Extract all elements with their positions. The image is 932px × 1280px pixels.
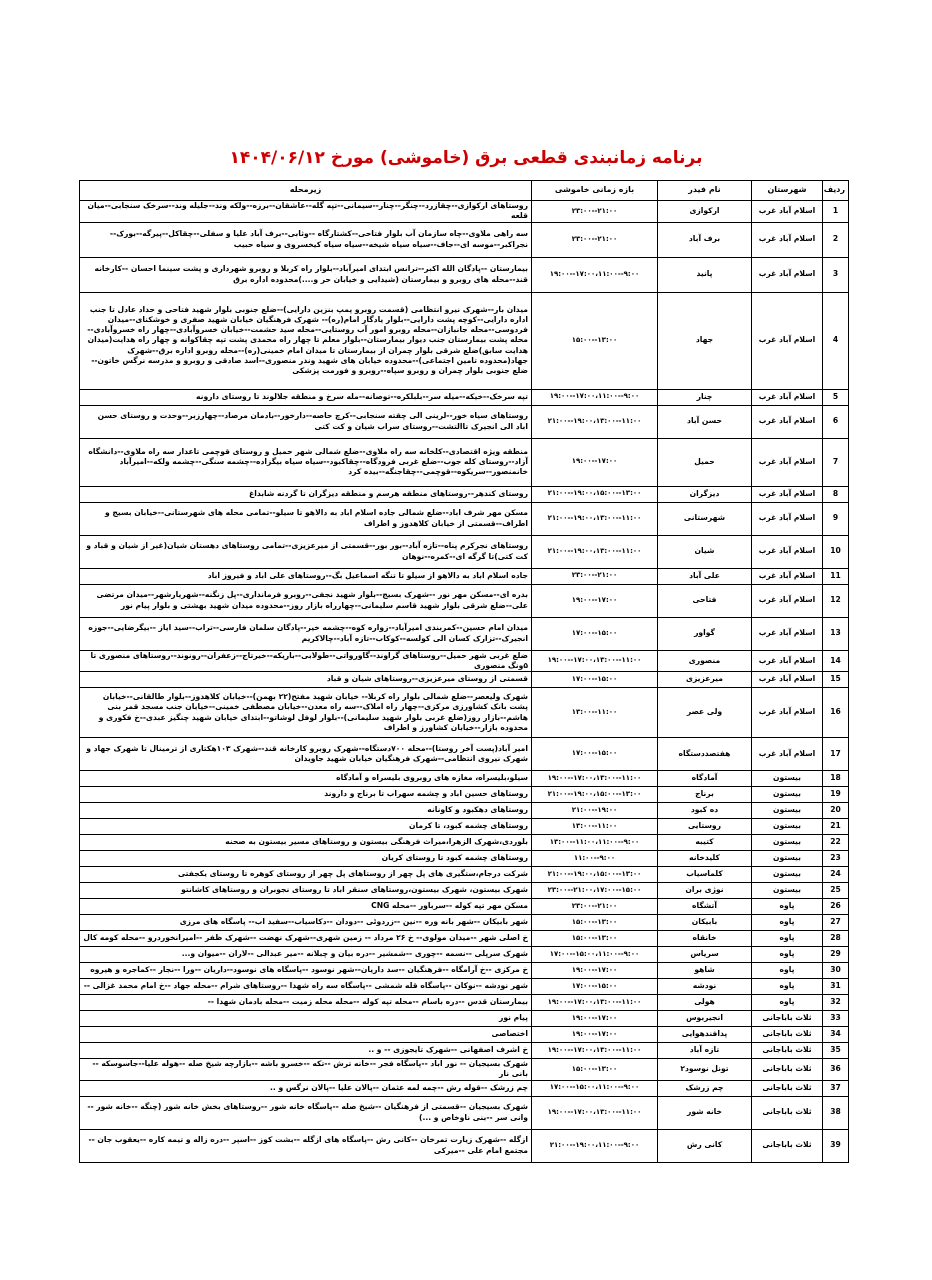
row-city: ثلاث باباجانی: [752, 1080, 823, 1096]
row-city: اسلام آباد غرب: [752, 535, 823, 568]
row-feeder: چم زرشک: [658, 1080, 752, 1096]
row-subarea: شهر بابیکان --شهر بانه وره --نین --زردوئی --دودان --دکاسیاب--سفید اب-- پاسگاه های مرزی: [80, 915, 532, 931]
row-index: 33: [823, 1011, 849, 1027]
row-subarea: روستاهای سیاه خور--لرینی الی چقته سنجابی--کرچ حاصه--دارخور--بادمان مرصاد--چهارزبر--وحدت و روستای حسن اباد الی انجیرک تاالتشت--روستای سراب شیان و کت کتی: [80, 405, 532, 438]
row-outage-time: ۱۷:۰۰--۱۵:۰۰: [532, 672, 658, 688]
row-city: بیستون: [752, 819, 823, 835]
table-row: [80, 819, 849, 835]
row-index: 4: [823, 292, 849, 389]
row-city: اسلام آباد غرب: [752, 292, 823, 389]
row-index: 29: [823, 947, 849, 963]
row-outage-time: ۱۷:۰۰--۱۵:۰۰: [532, 738, 658, 771]
row-outage-time: ۱۹:۰۰--۱۷:۰۰،۱۳:۰۰--۱۱:۰۰: [532, 995, 658, 1011]
row-city: بیستون: [752, 771, 823, 787]
row-outage-time: ۲۱:۰۰--۱۹:۰۰: [532, 803, 658, 819]
row-outage-time: ۱۷:۰۰--۱۵:۰۰: [532, 617, 658, 650]
row-feeder: آتشگاه: [658, 899, 752, 915]
row-outage-time: ۱۹:۰۰--۱۷:۰۰،۱۳:۰۰--۱۱:۰۰: [532, 650, 658, 672]
row-outage-time: ۱۹:۰۰--۱۷:۰۰: [532, 584, 658, 617]
table-row: [80, 883, 849, 899]
table-row: [80, 947, 849, 963]
row-subarea: اختصاصی: [80, 1027, 532, 1043]
row-feeder: ولی عصر: [658, 688, 752, 738]
table-row: [80, 867, 849, 883]
row-subarea: چم زرشک --قوله رش --چمه لمه عثمان --پالان علیا --پالان نرگس و ..: [80, 1080, 532, 1096]
row-subarea: تپه سرخک--خیکه--میله سر--بلبلکره--توصانه--مله سرخ و منطقه جلالوند تا روستای دارونه: [80, 389, 532, 405]
row-subarea: ازگله --شهرک زیارت تمرخان --کانی رش --پاسگاه های ازگله --بشت کوز --اسپر --دره زاله و تیمه کاره --یعقوب جان --مجتمع امام علی --میرکی: [80, 1129, 532, 1162]
row-outage-time: ۱۷:۰۰--۱۵:۰۰،۱۱:۰۰--۹:۰۰: [532, 1080, 658, 1096]
row-feeder: هولی: [658, 995, 752, 1011]
row-outage-time: ۱۹:۰۰--۱۷:۰۰،۱۱:۰۰--۹:۰۰: [532, 257, 658, 292]
row-feeder: چنار: [658, 389, 752, 405]
table-row: [80, 1059, 849, 1081]
row-subarea: جاده اسلام اباد به دالاهو از سیلو تا تنگه اسماعیل بگ--روستاهای علی اباد و فیروز اباد: [80, 568, 532, 584]
row-outage-time: ۱۱:۰۰--۹:۰۰: [532, 851, 658, 867]
row-outage-time: ۱۹:۰۰--۱۷:۰۰: [532, 963, 658, 979]
row-subarea: سیلو،بلیسراه، مغازه های روبروی بلیسراه و آمادگاه: [80, 771, 532, 787]
table-row: [80, 899, 849, 915]
row-subarea: میدان بار--شهرک نیرو انتظامی (قسمت روبرو پمپ بنزین دارایی)--ضلع جنوبی بلوار شهید فتاحی و حداد عادل تا جنب اداره دارایی--کوچه پشت دارایی--بلوار یادگار امام(ره)-- شهرک فرهنگیان خیابان شهید صفری و خوشکنای--میدان فردوسی--محله جانبازان--محله روبرو امور آب روستایی--محله سید حشمت--خیابان خسروآبادی--چهار راه خسروآبادی--محله پشت بیمارستان جنب دیوار بیمارستان--بلوار معلم تا چهار راه محمدی پشت تپه چقاکوانه و چهار راه هدایت(میدان هدایت سابق)ضلع شرقی بلوار چمران از بیمارستان تا میدان امام خمینی(ره)--محله روبرو اداره برق--شهرک جهاد(محدوده تامین اجتماعی)--محدوده خیابان های شهید وندر منصوری--اسد صادقی و روبرو و مدرسه نرگس خاتون--ضلع جنوبی بلوار چمران و روبرو سپاه--روبرو و فورمت پزشکی: [80, 292, 532, 389]
row-feeder: پانید: [658, 257, 752, 292]
row-feeder: ارکوازی: [658, 201, 752, 223]
table-row: [80, 672, 849, 688]
row-outage-time: ۲۱:۰۰--۱۹:۰۰،۱۵:۰۰--۱۳:۰۰: [532, 787, 658, 803]
row-city: اسلام آباد غرب: [752, 201, 823, 223]
table-row: [80, 405, 849, 438]
row-feeder: بابیکان: [658, 915, 752, 931]
row-subarea: شهرک بسیجیان -- نور اباد --پاسگاه فجر --خانه ترش --تکه --خسرو باشه --بازارچه شیخ صله --هوله علیا--جاسوسکه --بانی نار: [80, 1059, 532, 1081]
row-index: 16: [823, 688, 849, 738]
row-outage-time: ۲۳:۰۰--۲۱:۰۰: [532, 568, 658, 584]
row-feeder: کلماسیاب: [658, 867, 752, 883]
row-outage-time: ۱۵:۰۰--۱۳:۰۰: [532, 931, 658, 947]
row-feeder: دیزگران: [658, 486, 752, 502]
row-outage-time: ۲۱:۰۰--۱۹:۰۰،۱۳:۰۰--۱۱:۰۰: [532, 502, 658, 535]
row-feeder: نوژی بران: [658, 883, 752, 899]
row-index: 13: [823, 617, 849, 650]
table-row: [80, 535, 849, 568]
row-index: 9: [823, 502, 849, 535]
table-row: [80, 617, 849, 650]
table-row: [80, 650, 849, 672]
row-city: پاوه: [752, 995, 823, 1011]
table-row: [80, 1011, 849, 1027]
row-feeder: کتیبه: [658, 835, 752, 851]
row-subarea: منطقه ویژه اقتصادی--کلخانه سه راه ملاوی--ضلع شمالی شهر حمیل و روستای قوچمی تاعدار سه راه ملاوی--دانشگاه آزاد--روستای کله جوب--ضلع غربی فرودگاه--چقاکبود--سیاه سیاه بیگزاده--چشمه سنگی--چشمه ولکه--امیرآباد خانمنصور--سریکوه--قوچمی--چقاجنگه--بیده کرد: [80, 438, 532, 486]
row-index: 25: [823, 883, 849, 899]
page-title: برنامه زمانبندی قطعی برق (خاموشی) مورخ ۱۴۰۴/۰۶/۱۲: [229, 148, 703, 168]
row-outage-time: ۱۹:۰۰--۱۷:۰۰: [532, 438, 658, 486]
row-subarea: شرکت درجام،ستگیری های پل چهر از روستاهای پل چهر از روستای کوهره تا روستای یکجفتی: [80, 867, 532, 883]
row-city: بیستون: [752, 867, 823, 883]
row-index: 22: [823, 835, 849, 851]
row-subarea: شهر نودشه --نوکان --پاسگاه قله شمشی --پاسگاه سه راه شهدا --روستاهای شرام --محله جهاد --خ امام محمد غزالی --: [80, 979, 532, 995]
header-city: شهرستان: [752, 181, 823, 201]
row-outage-time: ۱۵:۰۰--۱۳:۰۰: [532, 1059, 658, 1081]
table-row: [80, 1096, 849, 1129]
row-index: 38: [823, 1096, 849, 1129]
row-feeder: برناج: [658, 787, 752, 803]
table-row: [80, 1080, 849, 1096]
row-outage-time: ۱۷:۰۰--۱۵:۰۰: [532, 979, 658, 995]
row-feeder: سریاس: [658, 947, 752, 963]
table-row: [80, 835, 849, 851]
row-index: 11: [823, 568, 849, 584]
table-header-row: [80, 181, 849, 201]
table-row: [80, 851, 849, 867]
row-feeder: روستایی: [658, 819, 752, 835]
header-feeder: نام فیدر: [658, 181, 752, 201]
row-index: 1: [823, 201, 849, 223]
row-city: اسلام آباد غرب: [752, 617, 823, 650]
row-index: 34: [823, 1027, 849, 1043]
row-subarea: روستاهای ارکوازی--چقازرد--چنگر--چنار--سیمانی--تپه گله--عاشقان--برزه--ولکه وند--جلیله وند--سرخک سنجابی--میان قلعه: [80, 201, 532, 223]
row-subarea: میدان امام حسین--کمربندی امیرآباد--زواره کوه--چشمه خیر--پادگان سلمان فارسی--تراب--سید ایاز --بیگرضایی--جوزه انجیرک--تزارک کسان الی کولسه--کوکاب--تازه آباد--چالاکریم: [80, 617, 532, 650]
row-index: 31: [823, 979, 849, 995]
row-subarea: قسمتی از روستای میرعزیزی--روستاهای شیان و قباد: [80, 672, 532, 688]
row-index: 27: [823, 915, 849, 931]
table-row: [80, 292, 849, 389]
row-outage-time: ۱۹:۰۰--۱۷:۰۰: [532, 1027, 658, 1043]
row-city: اسلام آباد غرب: [752, 222, 823, 257]
row-subarea: روستاهای حسین اباد و چشمه سهراب تا برناج و داروند: [80, 787, 532, 803]
row-outage-time: ۲۱:۰۰--۱۹:۰۰،۱۳:۰۰--۱۱:۰۰: [532, 535, 658, 568]
row-feeder: تونل نوسود۲: [658, 1059, 752, 1081]
row-outage-time: ۱۹:۰۰--۱۷:۰۰،۱۳:۰۰--۱۱:۰۰: [532, 1043, 658, 1059]
row-city: ثلاث باباجانی: [752, 1129, 823, 1162]
row-index: 8: [823, 486, 849, 502]
table-row: [80, 688, 849, 738]
row-outage-time: ۱۳:۰۰--۱۱:۰۰: [532, 688, 658, 738]
row-index: 37: [823, 1080, 849, 1096]
row-subarea: خ اشرف اصفهانی --شهرک تایجوزی -- و ..: [80, 1043, 532, 1059]
row-index: 19: [823, 787, 849, 803]
row-outage-time: ۲۱:۰۰--۱۹:۰۰،۱۱:۰۰--۹:۰۰: [532, 1129, 658, 1162]
row-subarea: مسکن مهر شرف اباد--ضلع شمالی جاده اسلام اباد به دالاهو تا سیلو--تمامی محله های شهرستانی--خیابان بسیج و اطراف--قسمتی از خیابان کلاهدوز و اطراف: [80, 502, 532, 535]
row-outage-time: ۱۳:۰۰--۱۱:۰۰،۱۱:۰۰--۹:۰۰: [532, 835, 658, 851]
row-subarea: بلوردی،شهرک الزهرا،میراث فرهنگی بیستون و روستاهای مسیر بیستون به صحنه: [80, 835, 532, 851]
row-subarea: روستاهای دهکبود و کاونانه: [80, 803, 532, 819]
row-city: ثلاث باباجانی: [752, 1043, 823, 1059]
row-outage-time: ۱۹:۰۰--۱۷:۰۰،۱۳:۰۰--۱۱:۰۰: [532, 771, 658, 787]
row-feeder: جهاد: [658, 292, 752, 389]
table-row: [80, 1129, 849, 1162]
row-city: بیستون: [752, 883, 823, 899]
table-row: [80, 915, 849, 931]
table-row: [80, 201, 849, 223]
row-subarea: روستاهای چشمه کبود، تا کرمان: [80, 819, 532, 835]
row-feeder: خانقاه: [658, 931, 752, 947]
row-index: 21: [823, 819, 849, 835]
table-row: [80, 738, 849, 771]
row-city: اسلام آباد غرب: [752, 405, 823, 438]
table-row: [80, 222, 849, 257]
table-body: [80, 201, 849, 1163]
row-feeder: برف آباد: [658, 222, 752, 257]
table-row: [80, 389, 849, 405]
row-city: اسلام آباد غرب: [752, 568, 823, 584]
row-index: 14: [823, 650, 849, 672]
table-row: [80, 568, 849, 584]
row-subarea: شهرک ولیعصر--ضلع شمالی بلوار راه کربلا-- خیابان شهید مفتح(۲۲ بهمن)--خیابان کلاهدوز--بلوار طالقانی--خیابان پشت بانک کشاورزی مرکزی--چهار راه املاک--سه راه معدن--خیابان مصطفی خمینی--خیابان جنب مسجد قمر بنی هاشم--بازار روز(ضلع غربی بلوار شهید سلیمانی)--بلوار لوفل لوشاتو--ابتدای خیابان شهید چنگیز عبدی--خ فکوری و محدوده بازار--خیابان کشاورز و اطراف: [80, 688, 532, 738]
row-feeder: ده کبود: [658, 803, 752, 819]
row-city: اسلام آباد غرب: [752, 584, 823, 617]
row-index: 35: [823, 1043, 849, 1059]
row-city: بیستون: [752, 851, 823, 867]
row-city: ثلاث باباجانی: [752, 1096, 823, 1129]
row-index: 36: [823, 1059, 849, 1081]
row-feeder: شاهو: [658, 963, 752, 979]
row-outage-time: ۲۳:۰۰--۲۱:۰۰،۱۷:۰۰--۱۵:۰۰: [532, 883, 658, 899]
row-outage-time: ۲۳:۰۰--۲۱:۰۰: [532, 222, 658, 257]
row-subarea: شهرک سرپلی --نسمه --چوری --شمشیر --دره بیان و چبلانه --میر عبدالی --لاران --میوان و...: [80, 947, 532, 963]
row-city: اسلام آباد غرب: [752, 502, 823, 535]
table-row: [80, 963, 849, 979]
row-feeder: منصوری: [658, 650, 752, 672]
row-subarea: پیام نور: [80, 1011, 532, 1027]
row-subarea: خ مرکزی --خ آرامگاه --فرهنگیان --سد داریان--شهر نوسود --پاسگاه های نوسود--داریان --ورا --نجار --کماجره و هیروه: [80, 963, 532, 979]
row-feeder: گواور: [658, 617, 752, 650]
row-subarea: بدره ای--مسکن مهر نور --شهرک بسیج--بلوار شهید نجفی--روبرو فرمانداری--پل زنگنه--شهریارشهر--میدان مرتضی علی--ضلع شرقی بلوار شهید قاسم سلیمانی--چهارراه بازار روز--محدوده میدان شهید بهشتی و بلوار پیام نور: [80, 584, 532, 617]
row-subarea: روستاهای چشمه کبود تا روستای کریان: [80, 851, 532, 867]
row-city: اسلام آباد غرب: [752, 738, 823, 771]
row-feeder: خانه شور: [658, 1096, 752, 1129]
table-row: [80, 979, 849, 995]
row-index: 23: [823, 851, 849, 867]
table-row: [80, 787, 849, 803]
row-city: پاوه: [752, 979, 823, 995]
row-subarea: ضلع غربی شهر حمیل--روستاهای گراوند--گاورواتی--طولابی--باریکه--خیرتاج--زعفران--رونوند--روستاهای منصوری تا ۵ونگ منصوری: [80, 650, 532, 672]
row-feeder: علی آباد: [658, 568, 752, 584]
row-feeder: تازه آباد: [658, 1043, 752, 1059]
row-city: اسلام آباد غرب: [752, 438, 823, 486]
row-index: 7: [823, 438, 849, 486]
row-city: اسلام آباد غرب: [752, 257, 823, 292]
row-index: 5: [823, 389, 849, 405]
row-feeder: آمادگاه: [658, 771, 752, 787]
table-row: [80, 931, 849, 947]
row-index: 3: [823, 257, 849, 292]
row-outage-time: ۱۹:۰۰--۱۷:۰۰،۱۳:۰۰--۱۱:۰۰: [532, 1096, 658, 1129]
row-outage-time: ۱۹:۰۰--۱۷:۰۰،۱۱:۰۰--۹:۰۰: [532, 389, 658, 405]
row-subarea: خ اصلی شهر --میدان مولوی-- خ ۲۶ مرداد -- زمین شهری--شهرک نهضت --شهرک ظفر --امیرانخوردرو --محله کومه کال: [80, 931, 532, 947]
table-row: [80, 438, 849, 486]
row-city: اسلام آباد غرب: [752, 672, 823, 688]
row-outage-time: ۲۱:۰۰--۱۹:۰۰،۱۵:۰۰--۱۳:۰۰: [532, 486, 658, 502]
row-city: پاوه: [752, 931, 823, 947]
row-index: 10: [823, 535, 849, 568]
table-row: [80, 486, 849, 502]
row-city: پاوه: [752, 915, 823, 931]
row-city: ثلاث باباجانی: [752, 1027, 823, 1043]
row-index: 28: [823, 931, 849, 947]
row-index: 18: [823, 771, 849, 787]
row-index: 39: [823, 1129, 849, 1162]
row-feeder: هفتصددستگاه: [658, 738, 752, 771]
row-index: 17: [823, 738, 849, 771]
row-index: 6: [823, 405, 849, 438]
row-city: پاوه: [752, 899, 823, 915]
row-subarea: بیمارستان --پادگان الله اکبر--ترانس ابتدای امیرآباد--بلوار راه کربلا و روبرو شهرداری و پشت سینما احسان --کارخانه قند--محله های روبرو و بیمارستان (شیدایی و خیابان حر و....)محدوده اداره برق: [80, 257, 532, 292]
row-feeder: فتاحی: [658, 584, 752, 617]
row-outage-time: ۲۱:۰۰--۱۹:۰۰،۱۵:۰۰--۱۳:۰۰: [532, 867, 658, 883]
row-index: 12: [823, 584, 849, 617]
row-subarea: شهرک بیستون، شهرک بیستون،روستاهای سنقر اباد تا روستای نجوبران و روستاهای کاشانتو: [80, 883, 532, 899]
table-row: [80, 584, 849, 617]
row-city: پاوه: [752, 963, 823, 979]
row-outage-time: ۱۳:۰۰--۱۱:۰۰: [532, 819, 658, 835]
row-feeder: انجیربوس: [658, 1011, 752, 1027]
row-feeder: شهرستانی: [658, 502, 752, 535]
row-city: بیستون: [752, 803, 823, 819]
row-outage-time: ۲۳:۰۰--۲۱:۰۰: [532, 201, 658, 223]
row-city: اسلام آباد غرب: [752, 486, 823, 502]
row-subarea: روستای کندهر--روستاهای منطقه هرسم و منطقه دیزگران تا گردنه شابداغ: [80, 486, 532, 502]
row-feeder: پدافندهوایی: [658, 1027, 752, 1043]
row-feeder: حمیل: [658, 438, 752, 486]
table-row: [80, 771, 849, 787]
table-row: [80, 803, 849, 819]
row-city: اسلام آباد غرب: [752, 688, 823, 738]
schedule-table: [79, 180, 849, 1163]
row-feeder: شیان: [658, 535, 752, 568]
table-row: [80, 1027, 849, 1043]
row-subarea: سه راهی ملاوی--چاه سازمان آب بلوار فتاحی--کشتارگاه --وثابی--برف آباد علیا و سفلی--چقاکل--پیرگه--بورک--نجراکبر--موسه ای--جاف--سیاه سیاه شیخه--سیاه سیاه کیخسروی و سیاه حبیب: [80, 222, 532, 257]
table-row: [80, 995, 849, 1011]
row-outage-time: ۱۹:۰۰--۱۷:۰۰: [532, 1011, 658, 1027]
row-index: 2: [823, 222, 849, 257]
row-feeder: کلیدخانه: [658, 851, 752, 867]
row-city: پاوه: [752, 947, 823, 963]
row-subarea: شهرک بسیجیان --قسمتی از فرهنگیان --شیخ صله --پاسگاه خانه شور --روستاهای بخش خانه شور (چنگه --خانه شور --وانی سر --بنی ناوخاص و ...): [80, 1096, 532, 1129]
row-outage-time: ۱۵:۰۰--۱۳:۰۰: [532, 915, 658, 931]
row-feeder: نودشه: [658, 979, 752, 995]
row-index: 32: [823, 995, 849, 1011]
row-city: اسلام آباد غرب: [752, 650, 823, 672]
row-feeder: میرعزیزی: [658, 672, 752, 688]
row-outage-time: ۱۷:۰۰--۱۵:۰۰،۱۱:۰۰--۹:۰۰: [532, 947, 658, 963]
table-row: [80, 1043, 849, 1059]
row-index: 30: [823, 963, 849, 979]
row-feeder: کانی رش: [658, 1129, 752, 1162]
row-index: 15: [823, 672, 849, 688]
row-city: بیستون: [752, 787, 823, 803]
header-subarea: زیرمحله: [80, 181, 532, 201]
row-city: اسلام آباد غرب: [752, 389, 823, 405]
row-subarea: بیمارستان قدس --دره باسام --محله تپه کوله --محله محله زمیت --محله بادمان شهدا --: [80, 995, 532, 1011]
row-index: 26: [823, 899, 849, 915]
row-outage-time: ۲۳:۰۰--۲۱:۰۰: [532, 899, 658, 915]
header-idx: ردیف: [823, 181, 849, 201]
row-outage-time: ۱۵:۰۰--۱۳:۰۰: [532, 292, 658, 389]
row-index: 20: [823, 803, 849, 819]
row-outage-time: ۲۱:۰۰--۱۹:۰۰،۱۳:۰۰--۱۱:۰۰: [532, 405, 658, 438]
row-feeder: حسن آباد: [658, 405, 752, 438]
row-city: بیستون: [752, 835, 823, 851]
table-row: [80, 502, 849, 535]
row-subarea: روستاهای نجرکرم پناه--تازه آباد--بور بور--قسمتی از میرعزیزی--تمامی روستاهای دهستان شیان(غیر از شیان و قباد و کت کتی)تا گرگه ای--کمره--نوهان: [80, 535, 532, 568]
row-subarea: امیر آباد(پست آخر روستا)--محله ۷۰۰دستگاه--شهرک روبرو کارخانه قند--شهرک ۱۰۳هکتاری از ترمینال تا شهرک جهاد و شهرک نیروی انتظامی--شهرک فرهنگیان خیابان شهید جاویدان: [80, 738, 532, 771]
table-row: [80, 257, 849, 292]
row-index: 24: [823, 867, 849, 883]
row-city: ثلاث باباجانی: [752, 1011, 823, 1027]
row-subarea: مسکن مهر تپه کوله --سرباور --محله CNG: [80, 899, 532, 915]
row-city: ثلاث باباجانی: [752, 1059, 823, 1081]
header-time: بازه زمانی خاموشی: [532, 181, 658, 201]
